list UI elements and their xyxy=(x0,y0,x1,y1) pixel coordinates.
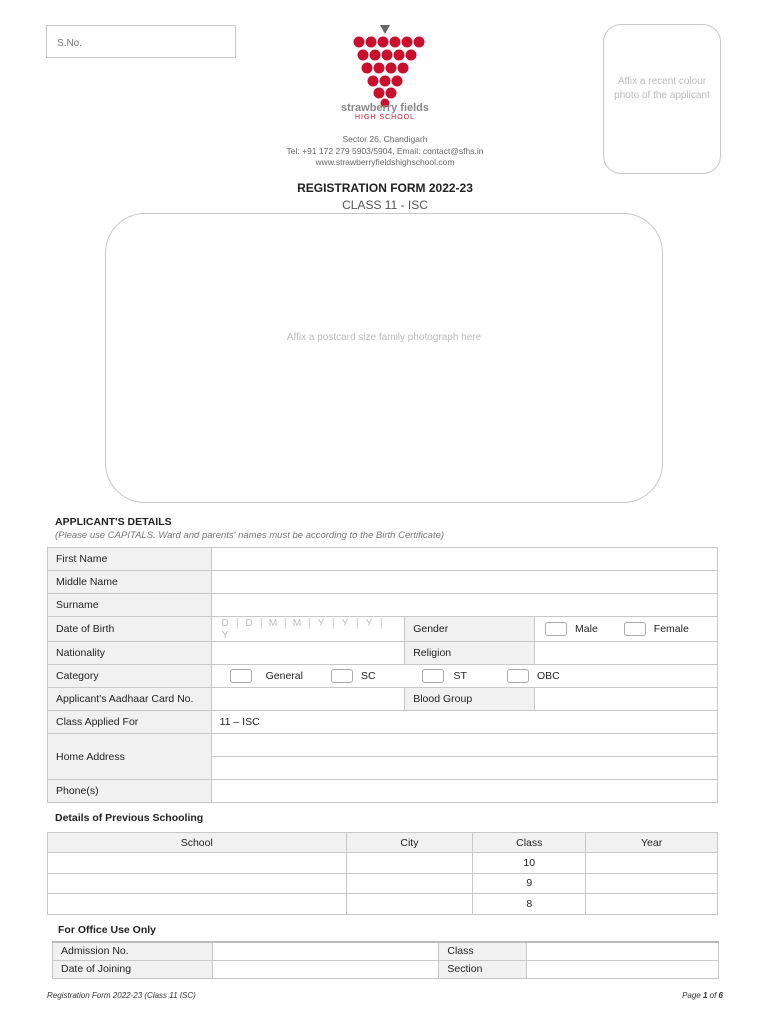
middle-name-field[interactable] xyxy=(211,571,717,594)
nationality-label: Nationality xyxy=(48,642,212,665)
home-address-line-1[interactable] xyxy=(211,734,717,757)
office-class-label: Class xyxy=(439,942,527,960)
table-row xyxy=(48,853,718,874)
class-applied-label: Class Applied For xyxy=(48,711,212,734)
school-subtitle: HIGH SCHOOL xyxy=(354,114,415,121)
page-current: 1 xyxy=(702,991,708,1000)
table-row xyxy=(48,734,718,757)
obc-checkbox[interactable] xyxy=(507,669,529,683)
first-name-label: First Name xyxy=(48,548,212,571)
serial-number-label: S.No. xyxy=(57,38,83,49)
class-cell: 8 xyxy=(473,894,586,915)
office-use-heading: For Office Use Only xyxy=(58,924,157,936)
nationality-field[interactable] xyxy=(211,642,405,665)
footer-form-name: Registration Form 2022-23 (Class 11 ISC) xyxy=(47,991,196,1000)
phone-field[interactable] xyxy=(211,780,717,803)
page-total: 6 xyxy=(718,991,723,1000)
column-header-year: Year xyxy=(586,833,718,853)
class-applied-value: 11 – ISC xyxy=(211,711,717,734)
home-address-line-2[interactable] xyxy=(211,757,717,780)
female-checkbox[interactable] xyxy=(624,622,646,636)
st-checkbox[interactable] xyxy=(422,669,444,683)
admission-no-field[interactable] xyxy=(212,942,439,960)
first-name-field[interactable] xyxy=(211,548,717,571)
date-digit-box[interactable]: M xyxy=(286,618,310,629)
dob-label: Date of Birth xyxy=(48,617,212,642)
year-cell[interactable] xyxy=(586,873,718,894)
applicant-details-table xyxy=(47,547,718,803)
applicant-details-note: (Please use CAPITALS. Ward and parents' names must be according to the Birth Certificate) xyxy=(55,530,445,541)
middle-name-label: Middle Name xyxy=(48,571,212,594)
school-name: strawberry fields xyxy=(340,102,430,114)
table-row xyxy=(48,665,718,688)
form-title: REGISTRATION FORM 2022-23 xyxy=(297,181,473,195)
religion-field[interactable] xyxy=(535,642,718,665)
office-use-table xyxy=(52,941,719,979)
table-header-row xyxy=(48,833,718,853)
general-checkbox[interactable] xyxy=(230,669,252,683)
date-joining-field[interactable] xyxy=(212,960,439,978)
table-row xyxy=(48,642,718,665)
form-subtitle: CLASS 11 - ISC xyxy=(342,198,428,212)
gender-options xyxy=(535,617,718,642)
page-prefix: Page xyxy=(682,991,703,1000)
date-digit-box[interactable]: M xyxy=(262,618,286,629)
date-digit-box[interactable]: Y xyxy=(221,630,229,641)
date-digit-box[interactable]: Y xyxy=(334,618,358,629)
sc-label: SC xyxy=(360,669,376,682)
school-cell[interactable] xyxy=(48,894,347,915)
home-address-label: Home Address xyxy=(48,734,212,780)
date-digit-box[interactable]: D xyxy=(238,618,262,629)
class-cell: 9 xyxy=(473,873,586,894)
city-cell[interactable] xyxy=(346,894,473,915)
table-row xyxy=(48,894,718,915)
school-cell[interactable] xyxy=(48,853,347,874)
st-label: ST xyxy=(453,669,467,682)
address-line-1: Sector 26, Chandigarh xyxy=(342,134,428,144)
category-label: Category xyxy=(48,665,212,688)
gender-label: Gender xyxy=(405,617,535,642)
blood-group-field[interactable] xyxy=(535,688,718,711)
date-digit-box[interactable]: Y xyxy=(358,618,382,629)
footer-page-number xyxy=(682,991,723,1000)
category-options xyxy=(211,665,717,688)
previous-schooling-table xyxy=(47,832,718,915)
male-label: Male xyxy=(575,622,598,635)
table-row xyxy=(48,711,718,734)
religion-label: Religion xyxy=(405,642,535,665)
obc-label: OBC xyxy=(536,669,560,682)
surname-label: Surname xyxy=(48,594,212,617)
page-of: of xyxy=(707,991,719,1000)
section-field[interactable] xyxy=(527,960,719,978)
date-digit-box[interactable]: D xyxy=(214,618,238,629)
previous-schooling-heading: Details of Previous Schooling xyxy=(55,812,204,824)
date-joining-label: Date of Joining xyxy=(53,960,213,978)
table-row xyxy=(48,548,718,571)
applicant-details-heading: APPLICANT'S DETAILS xyxy=(55,516,172,528)
year-cell[interactable] xyxy=(586,894,718,915)
table-row xyxy=(48,571,718,594)
class-cell: 10 xyxy=(473,853,586,874)
table-row xyxy=(53,942,719,960)
city-cell[interactable] xyxy=(346,853,473,874)
aadhaar-label: Applicant's Aadhaar Card No. xyxy=(48,688,212,711)
admission-no-label: Admission No. xyxy=(53,942,213,960)
table-row xyxy=(48,688,718,711)
date-digit-box[interactable]: Y xyxy=(310,618,334,629)
year-cell[interactable] xyxy=(586,853,718,874)
table-row xyxy=(48,780,718,803)
address-line-2: Tel: +91 172 279 5903/5904, Email: contact@sfhs.in xyxy=(286,146,484,156)
phone-label: Phone(s) xyxy=(48,780,212,803)
female-label: Female xyxy=(653,622,689,635)
table-row xyxy=(48,617,718,642)
dob-field[interactable] xyxy=(211,617,405,642)
blood-group-label: Blood Group xyxy=(405,688,535,711)
school-cell[interactable] xyxy=(48,873,347,894)
male-checkbox[interactable] xyxy=(545,622,567,636)
column-header-class: Class xyxy=(473,833,586,853)
family-photo-box: Affix a postcard size family photograph here xyxy=(105,213,663,503)
table-row xyxy=(48,594,718,617)
general-label: General xyxy=(265,669,303,682)
sc-checkbox[interactable] xyxy=(331,669,353,683)
serial-number-box[interactable] xyxy=(46,25,236,58)
office-class-field[interactable] xyxy=(527,942,719,960)
section-label: Section xyxy=(439,960,527,978)
table-row xyxy=(48,873,718,894)
surname-field[interactable] xyxy=(211,594,717,617)
address-line-3: www.strawberryfieldshighschool.com xyxy=(315,157,455,167)
table-row xyxy=(53,960,719,978)
city-cell[interactable] xyxy=(346,873,473,894)
column-header-school: School xyxy=(48,833,347,853)
column-header-city: City xyxy=(346,833,473,853)
applicant-photo-box: Affix a recent colour photo of the applicant xyxy=(603,24,721,174)
aadhaar-field[interactable] xyxy=(211,688,405,711)
